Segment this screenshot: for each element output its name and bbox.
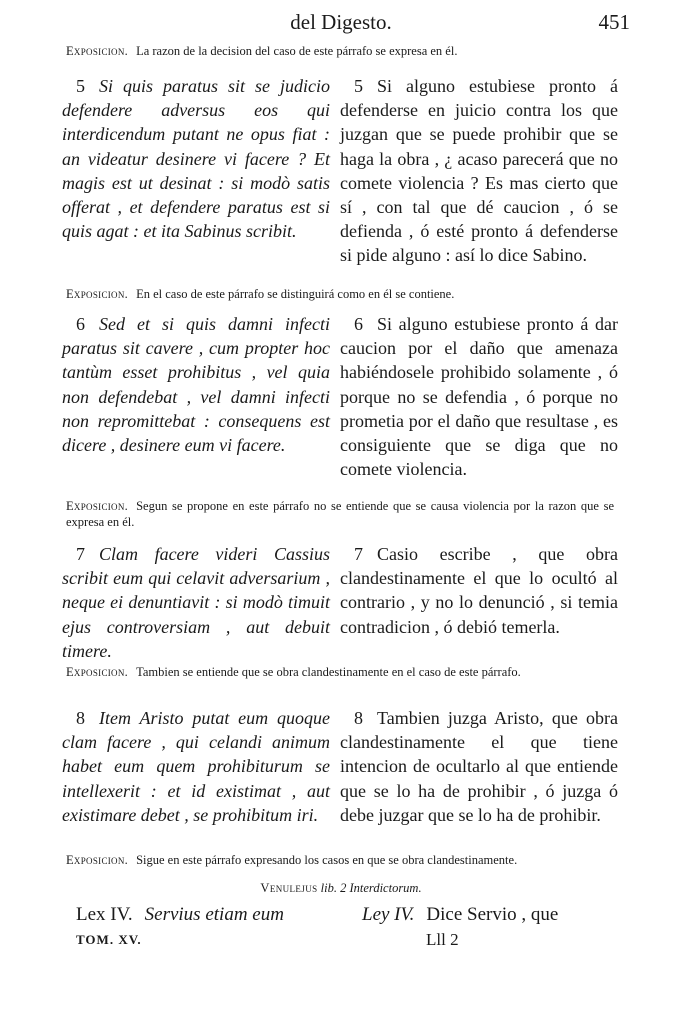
source-citation [0,881,682,896]
exposicion-note [66,664,614,680]
source-book: lib. 2 Interdictorum. [320,881,422,895]
exposicion-note [66,43,614,59]
latin-paragraph [62,74,330,243]
spanish-paragraph [340,542,618,639]
latin-paragraph [62,542,330,663]
exposicion-label: Exposicion. [66,853,129,867]
lex-heading [76,904,284,926]
paragraph-number: 7 [354,544,363,564]
signature-mark: Lll 2 [426,930,459,949]
paragraph-number: 8 [354,708,363,728]
exposicion-note [66,498,614,530]
exposicion-text: Sigue en este párrafo expresando los casos en que se obra clandestinamente. [136,853,518,867]
paragraph-number: 5 [76,76,85,96]
ley-number: Ley IV. [362,904,415,925]
exposicion-text: Segun se propone en este párrafo no se entiende que se causa violencia por la razon que se expresa en él. [66,499,614,529]
spanish-text: Casio escribe , que obra clandestinamente el que lo ocultó al contrario , y no lo denunció , si temia contradicion , ó debió temerla. [340,544,618,637]
spanish-text: Si alguno estubiese pronto á defenderse en juicio contra los que juzgan que se puede prohibir que se haga la obra , ¿ acaso parecerá que no comete violencia ? Es mas cierto que sí , con tal que dé caucion , ó se defienda , ó esté pronto á defenderse si pide alguno : así lo dice Sabino. [340,76,618,266]
exposicion-text: Tambien se entiende que se obra clandestinamente en el caso de este párrafo. [136,665,521,679]
running-title: del Digesto. [290,10,392,34]
exposicion-text: La razon de la decision del caso de este párrafo se expresa en él. [136,44,458,58]
exposicion-label: Exposicion. [66,44,129,58]
page-number: 451 [598,10,630,34]
tome-number: TOM. XV. [76,932,142,947]
spanish-paragraph [340,312,618,481]
latin-text: Item Aristo putat eum quoque clam facere , qui celandi animum habet eum quem prohibiturum se intellexerit : et id existimat , aut existimare debet , se prohibitum iri. [62,708,330,825]
paragraph-number: 5 [354,76,363,96]
latin-paragraph [62,706,330,827]
spanish-text: Si alguno estubiese pronto á dar caucion por el daño que amenaza habiéndosele prohibido solamente , ó porque no se defendia , ó porque no prometia por el daño que resultase , es consiguiente que se diga que no comete violencia. [340,314,618,480]
latin-text: Sed et si quis damni infecti paratus sit cavere , cum propter hoc tantùm esset prohibitus , vel quia non defendebat , vel damni infecti non repromittebat : consequens est dicere , desinere eum vi facere. [62,314,330,456]
latin-paragraph [62,312,330,457]
exposicion-note [66,852,614,868]
latin-text: Clam facere videri Cassius scribit eum qui celavit adversarium , neque ei denuntiavit : si modò timuit ejus controversiam , aut debuit timere. [62,544,330,661]
paragraph-number: 7 [76,544,85,564]
exposicion-note [66,286,614,302]
lex-latin-start: Servius etiam eum [144,904,284,925]
exposicion-text: En el caso de este párrafo se distinguirá como en él se contiene. [136,287,455,301]
ley-heading [362,904,558,926]
latin-text: Si quis paratus sit se judicio defendere adversus eos qui interdicendum putant ne opus fiat : an videatur desinere vi facere ? Et magis est ut desinat : si modò satis offerat , et defendere paratus est si quis agat : et ita Sabinus scribit. [62,76,330,242]
exposicion-label: Exposicion. [66,287,129,301]
paragraph-number: 6 [76,314,85,334]
spanish-text: Tambien juzga Aristo, que obra clandestinamente el que tiene intencion de ocultarlo al que entiende que se lo ha de prohibir , ó juzga ó debe juzgar que se lo ha de prohibir. [340,708,618,825]
lex-number: Lex IV. [76,904,133,925]
exposicion-label: Exposicion. [66,499,129,513]
spanish-paragraph [340,706,618,827]
spanish-paragraph [340,74,618,268]
source-author: Venulejus [260,881,318,895]
exposicion-label: Exposicion. [66,665,129,679]
paragraph-number: 6 [354,314,363,334]
ley-spanish-start: Dice Servio , que [426,904,559,925]
paragraph-number: 8 [76,708,85,728]
